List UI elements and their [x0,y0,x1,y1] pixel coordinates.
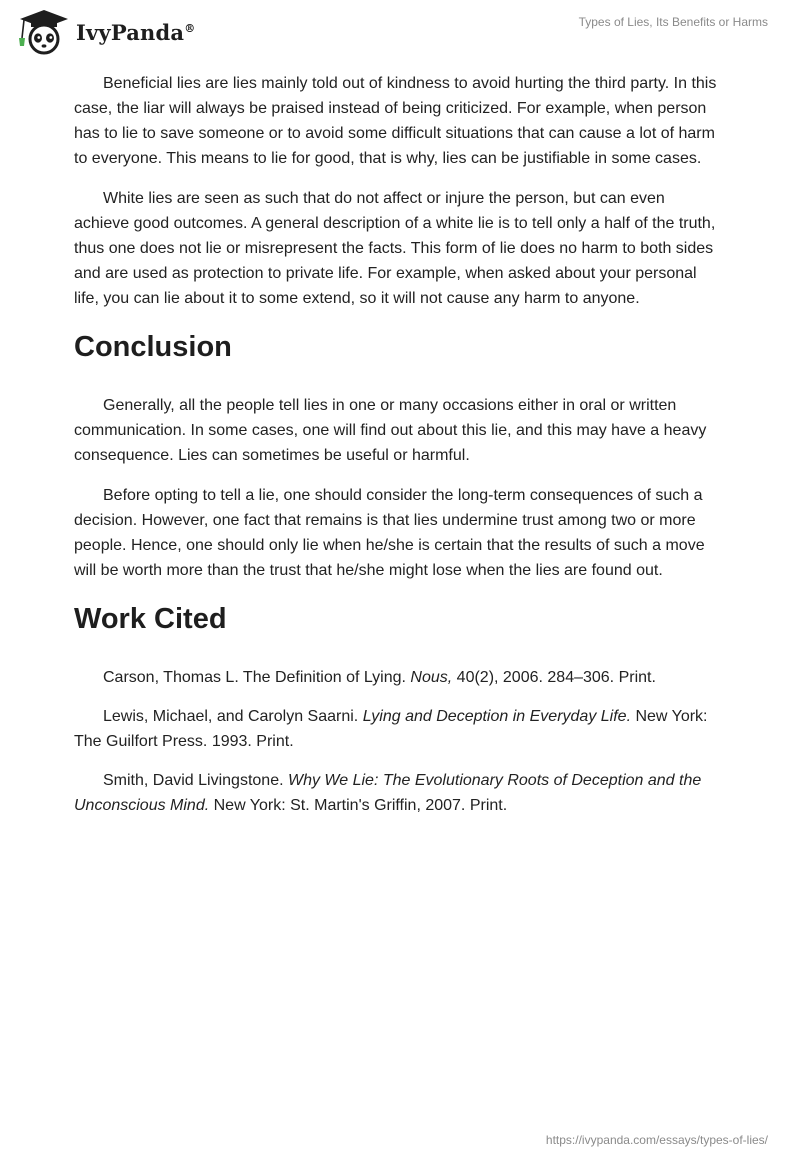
reference-item: Lewis, Michael, and Carolyn Saarni. Lying and Deception in Everyday Life. New York: The Guilfort Press. 1993. Print. [74,708,708,750]
panda-graduate-icon [16,8,72,56]
brand-logo[interactable] [16,8,195,56]
conclusion-heading: Conclusion [74,331,232,363]
essay-content [74,71,722,832]
paragraph-conclusion-1: Generally, all the people tell lies in one or many occasions either in oral or written communication. In some cases, one will find out about this lie, and this may have a heavy consequence. Lies can sometimes be useful or harmful. [74,397,707,464]
works-cited-heading: Work Cited [74,603,227,635]
document-title: Types of Lies, Its Benefits or Harms [578,15,768,29]
page-header [0,0,800,70]
reference-item: Smith, David Livingstone. Why We Lie: The Evolutionary Roots of Deception and the Unconscious Mind. New York: St. Martin's Griffin, 2007. Print. [74,772,702,814]
paragraph-conclusion-2: Before opting to tell a lie, one should consider the long-term consequences of such a decision. However, one fact that remains is that lies undermine trust among two or more people. Hence, one should only lie when he/she is certain that the results of such a move will be worth more than the trust that he/she might lose when the lies are found out. [74,487,705,579]
brand-name: IvyPanda® [76,19,196,45]
reference-item: Carson, Thomas L. The Definition of Lying. Nous, 40(2), 2006. 284–306. Print. [103,669,656,686]
paragraph-beneficial-lies: Beneficial lies are lies mainly told out of kindness to avoid hurting the third party. In this case, the liar will always be praised instead of being criticized. For example, when person has to lie to save someone or to avoid some difficult situations that can cause a lot of harm to everyone. This means to lie for good, that is why, lies can be justifiable in some cases. [74,75,717,167]
paragraph-white-lies: White lies are seen as such that do not affect or injure the person, but can even achieve good outcomes. A general description of a white lie is to tell only a half of the truth, thus one does not lie or misrepresent the facts. This form of lie does no harm to both sides and are used as protection to private life. For example, when asked about your personal life, you can lie about it to some extend, so it will not cause any harm to anyone. [74,190,716,307]
source-url-link[interactable]: https://ivypanda.com/essays/types-of-lies/ [545,1133,768,1147]
